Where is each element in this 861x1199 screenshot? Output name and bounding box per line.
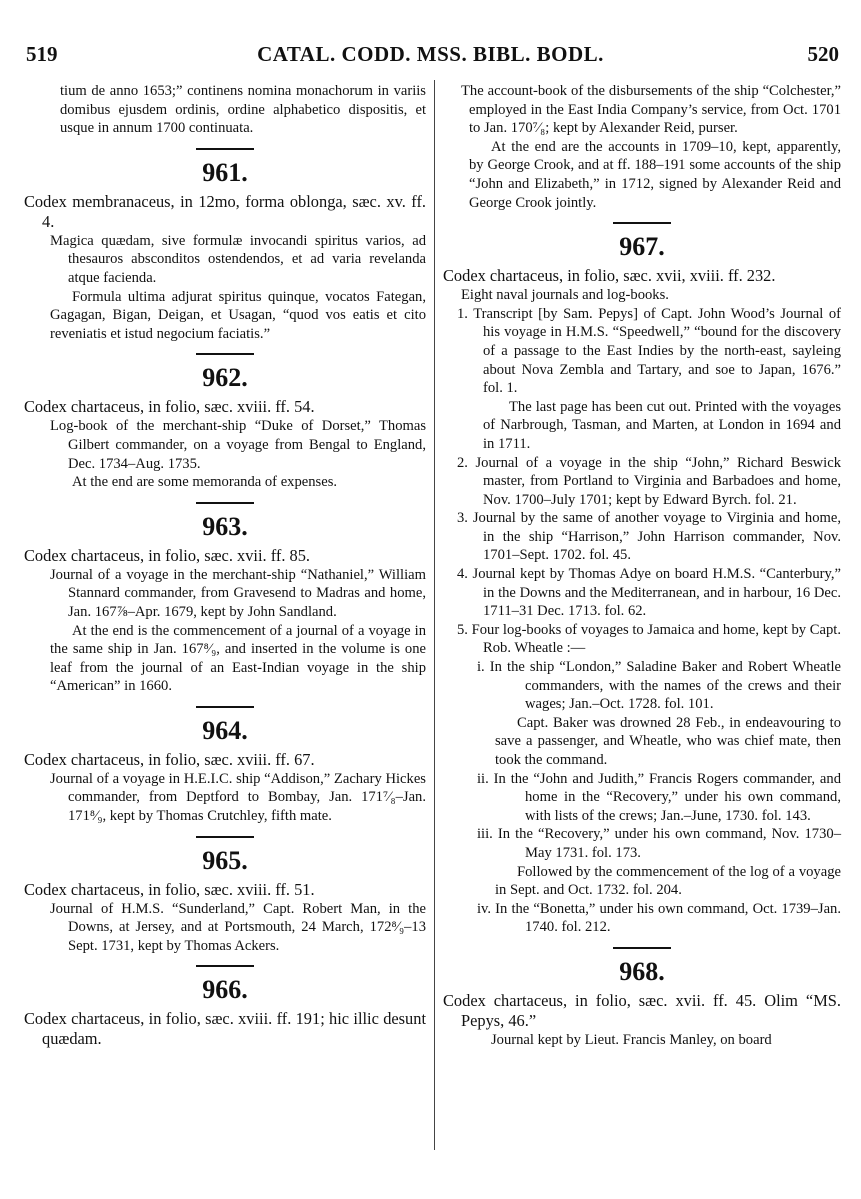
entry-rule bbox=[196, 353, 254, 355]
entry-number-967: 967. bbox=[619, 232, 665, 262]
entry-number-966: 966. bbox=[202, 975, 248, 1005]
list-item-note: The last page has been cut out. Printed with the voyages of Narbrough, Tasman, and Marten, at London in 1694 and in 1711. bbox=[483, 398, 841, 452]
codex-description-963: Codex chartaceus, in folio, sæc. xvii. ff. 85. bbox=[24, 545, 311, 565]
codex-description-961: Codex membranaceus, in 12mo, forma oblonga, sæc. xv. ff. 4. bbox=[24, 191, 426, 231]
entry-rule bbox=[196, 502, 254, 504]
page-number-right: 520 bbox=[807, 42, 839, 66]
entry-number-968: 968. bbox=[619, 956, 665, 986]
entry-rule bbox=[196, 965, 254, 967]
codex-description-964: Codex chartaceus, in folio, sæc. xviii. ff. 67. bbox=[24, 749, 315, 769]
sub-list-item-note: Followed by the commencement of the log of a voyage in Sept. and Oct. 1732. fol. 204. bbox=[495, 863, 841, 899]
entry-text-965: Journal of H.M.S. “Sunderland,” Capt. Robert Man, in the Downs, at Jersey, and at Portsmouth, 24 March, 172⁸⁄₉–13 Sept. 1731, kept by Thomas Ackers. bbox=[50, 900, 426, 954]
entry-text-963: Journal of a voyage in the merchant-ship “Nathaniel,” William Stannard commander, from Gravesend to Madras and home, Jan. 167⅞–Apr. 1679, kept by John Sandland. bbox=[50, 566, 426, 620]
codex-description-967: Codex chartaceus, in folio, sæc. xvii, xviii. ff. 232. bbox=[443, 266, 776, 286]
entry-note-961: Formula ultima adjurat spiritus quinque, vocatos Fategan, Gagagan, Bigan, Deigan, et Usagan, “quod vos eatis et cito reveniatis et istud negocium faciatis.” bbox=[50, 288, 426, 342]
entry-rule bbox=[613, 222, 671, 224]
entry-rule bbox=[196, 836, 254, 838]
entry-text-964: Journal of a voyage in H.E.I.C. ship “Addison,” Zachary Hickes commander, from Deptford to Bombay, Jan. 171⁷⁄₈–Jan. 171⁸⁄₉, kept by Thomas Crutchley, fifth mate. bbox=[50, 770, 426, 825]
continued-text: tium de anno 1653;” continens nomina monachorum in variis domibus ejusdem ordinis, ordine alphabetico dispositis, et usque in annum 1700 continuata. bbox=[60, 83, 426, 137]
sub-list-item-note: Capt. Baker was drowned 28 Feb., in endeavouring to save a passenger, and Wheatle, who was chief mate, then took the command. bbox=[495, 714, 841, 768]
entry-rule bbox=[613, 947, 671, 949]
sub-list-item: iv. In the “Bonetta,” under his own command, Oct. 1739–Jan. 1740. fol. 212. bbox=[477, 900, 841, 936]
entry-text-961: Magica quædam, sive formulæ invocandi spiritus varios, ad thesauros absconditos ostendendos, et ad varia revelanda atque facienda. bbox=[50, 232, 426, 286]
list-item: 4. Journal kept by Thomas Adye on board H.M.S. “Canterbury,” in the Downs and the Mediterranean, and in harbour, 16 Dec. 1711–31 Dec. 1713. fol. 62. bbox=[457, 566, 841, 620]
column-divider bbox=[434, 80, 435, 1150]
list-item: 5. Four log-books of voyages to Jamaica and home, kept by Capt. Rob. Wheatle :— bbox=[457, 621, 841, 657]
running-header bbox=[0, 42, 861, 72]
list-item: 1. Transcript [by Sam. Pepys] of Capt. John Wood’s Journal of his voyage in H.M.S. “Speedwell,” “bound for the discovery of a passage to the East Indies by the north-east, sayleing about Nova Zembla and Tartary, and soe to Japan, 1676.” fol. 1. bbox=[457, 305, 841, 397]
codex-description-965: Codex chartaceus, in folio, sæc. xviii. ff. 51. bbox=[24, 879, 315, 899]
entry-number-961: 961. bbox=[202, 157, 248, 187]
left-column bbox=[24, 82, 426, 1049]
entry-number-962: 962. bbox=[202, 363, 248, 393]
entry-number-963: 963. bbox=[202, 511, 248, 541]
right-column bbox=[443, 82, 841, 1050]
entry-text-968: Journal kept by Lieut. Francis Manley, on board bbox=[491, 1031, 772, 1048]
codex-description-962: Codex chartaceus, in folio, sæc. xviii. ff. 54. bbox=[24, 397, 315, 417]
codex-description-968: Codex chartaceus, in folio, sæc. xvii. ff. 45. Olim “MS. Pepys, 46.” bbox=[443, 990, 841, 1030]
entry-intro-967: Eight naval journals and log-books. bbox=[461, 287, 669, 304]
sub-list-item: iii. In the “Recovery,” under his own command, Nov. 1730–May 1731. fol. 173. bbox=[477, 826, 841, 861]
entry-note-963: At the end is the commencement of a journal of a voyage in the same ship in Jan. 167⁸⁄₉, and inserted in the volume is one leaf from the journal of an East-Indian voyage in the ship “American” in 1660. bbox=[50, 622, 426, 695]
list-item: 3. Journal by the same of another voyage to Virginia and home, in the ship “Harrison,” John Harrison commander, Nov. 1701–Sept. 1702. fol. 45. bbox=[457, 510, 841, 564]
entry-number-964: 964. bbox=[202, 715, 248, 745]
sub-list-item: ii. In the “John and Judith,” Francis Rogers commander, and home in the “Recovery,” under his own command, with lists of the crews; Jan.–June, 1730. fol. 143. bbox=[477, 770, 841, 824]
entry-note-962: At the end are some memoranda of expenses. bbox=[72, 474, 338, 491]
codex-description-966: Codex chartaceus, in folio, sæc. xviii. ff. 191; hic illic desunt quædam. bbox=[24, 1009, 426, 1049]
entry-rule bbox=[196, 148, 254, 150]
continued-text: The account-book of the disbursements of the ship “Colchester,” employed in the East India Company’s service, from Oct. 1701 to Jan. 170⁷⁄₈; kept by Alexander Reid, purser. bbox=[461, 83, 841, 137]
page-number-left: 519 bbox=[26, 42, 58, 66]
entry-text-962: Log-book of the merchant-ship “Duke of Dorset,” Thomas Gilbert commander, on a voyage from Bengal to England, Dec. 1734–Aug. 1735. bbox=[50, 418, 426, 472]
continued-note: At the end are the accounts in 1709–10, kept, apparently, by George Crook, and at ff. 188–191 some accounts of the ship “John and Elizabeth,” in 1712, signed by Alexander Reid and George Crook jointly. bbox=[469, 138, 841, 211]
entry-number-965: 965. bbox=[202, 845, 248, 875]
sub-list-item: i. In the ship “London,” Saladine Baker and Robert Wheatle commanders, with the names of the crews and their wages; Jan.–Oct. 1728. fol. 101. bbox=[477, 659, 841, 713]
running-title: CATAL. CODD. MSS. BIBL. BODL. bbox=[257, 42, 604, 66]
entry-rule bbox=[196, 706, 254, 708]
list-item: 2. Journal of a voyage in the ship “John,” Richard Beswick master, from Portland to Virginia and Barbadoes and home, Nov. 1700–July 1701; kept by Edward Byrch. fol. 21. bbox=[457, 454, 841, 508]
